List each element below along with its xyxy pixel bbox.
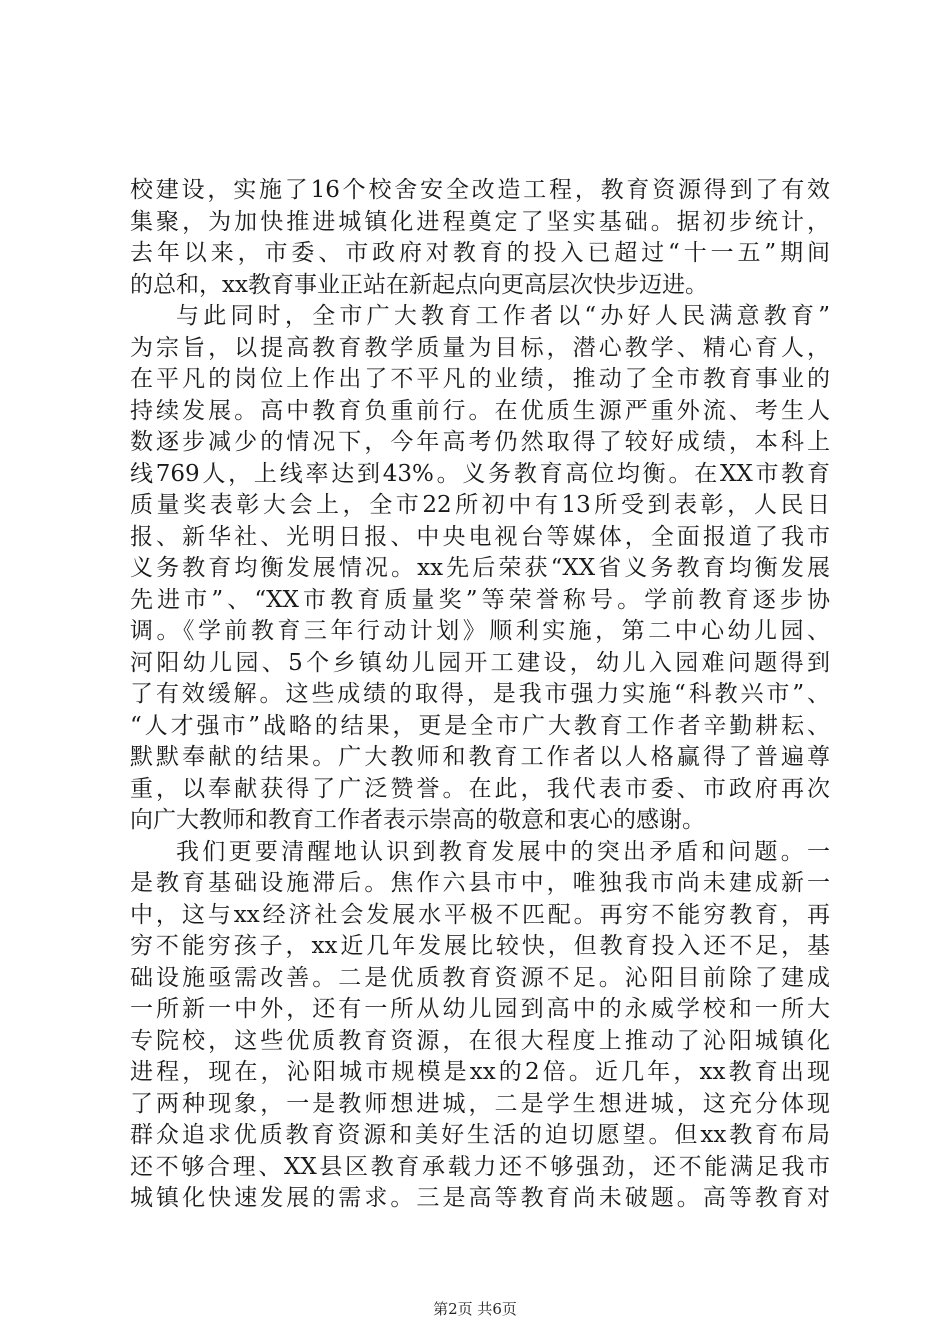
text-line: 去年以来，市委、市政府对教育的投入已超过“十一五”期间 xyxy=(130,240,830,266)
text-line: 报、新华社、光明日报、中央电视台等媒体，全面报道了我市 xyxy=(130,523,830,550)
text-line: 了两种现象，一是教师想进城，二是学生想进城，这充分体现 xyxy=(130,1090,830,1117)
text-line: 了有效缓解。这些成绩的取得，是我市强力实施“科教兴市”、 xyxy=(130,681,830,707)
text-line: 我们更要清醒地认识到教育发展中的突出矛盾和问题。一 xyxy=(176,838,830,865)
text-line: 校建设，实施了16个校舍安全改造工程，教育资源得到了有效 xyxy=(130,177,830,203)
text-line: 线769人，上线率达到43%。义务教育高位均衡。在XX市教育 xyxy=(130,460,830,487)
text-line: 在平凡的岗位上作出了不平凡的业绩，推动了全市教育事业的 xyxy=(130,366,830,392)
text-line: 还不够合理、XX县区教育承载力还不够强劲，还不能满足我市 xyxy=(130,1153,830,1180)
text-line: 穷不能穷孩子，xx近几年发展比较快，但教育投入还不足，基 xyxy=(130,933,830,959)
text-line: 一所新一中外，还有一所从幼儿园到高中的永威学校和一所大 xyxy=(130,996,830,1022)
text-line: 义务教育均衡发展情况。xx先后荣获“XX省义务教育均衡发展 xyxy=(130,555,830,581)
text-line: 重，以奉献获得了广泛赞誉。在此，我代表市委、市政府再次 xyxy=(130,775,830,802)
text-line: 专院校，这些优质教育资源，在很大程度上推动了沁阳城镇化 xyxy=(130,1027,830,1054)
text-line: 群众追求优质教育资源和美好生活的迫切愿望。但xx教育布局 xyxy=(130,1122,830,1148)
text-line: 集聚，为加快推进城镇化进程奠定了坚实基础。据初步统计， xyxy=(130,208,830,235)
text-line: 中，这与xx经济社会发展水平极不匹配。再穷不能穷教育，再 xyxy=(130,901,830,928)
text-line: 数逐步减少的情况下，今年高考仍然取得了较好成绩，本科上 xyxy=(130,429,830,455)
text-line: “人才强市”战略的结果，更是全市广大教育工作者辛勤耕耘、 xyxy=(130,712,830,739)
page-footer: 第2页 共6页 xyxy=(433,1300,517,1318)
text-line: 默默奉献的结果。广大教师和教育工作者以人格赢得了普遍尊 xyxy=(130,744,830,770)
text-line: 持续发展。高中教育负重前行。在优质生源严重外流、考生人 xyxy=(130,397,830,424)
text-line: 础设施亟需改善。二是优质教育资源不足。沁阳目前除了建成 xyxy=(130,964,830,991)
text-line: 河阳幼儿园、5个乡镇幼儿园开工建设，幼儿入园难问题得到 xyxy=(130,649,830,676)
text-line: 向广大教师和教育工作者表示崇高的敬意和衷心的感谢。 xyxy=(130,807,705,833)
text-line: 是教育基础设施滞后。焦作六县市中，唯独我市尚未建成新一 xyxy=(130,870,830,896)
text-line: 进程，现在，沁阳城市规模是xx的2倍。近几年，xx教育出现 xyxy=(130,1059,830,1085)
text-line: 与此同时，全市广大教育工作者以“办好人民满意教育” xyxy=(176,303,830,329)
text-line: 调。《学前教育三年行动计划》顺利实施，第二中心幼儿园、 xyxy=(130,618,830,644)
text-line: 先进市”、“XX市教育质量奖”等荣誉称号。学前教育逐步协 xyxy=(130,586,830,613)
body-text xyxy=(130,175,830,1215)
text-line: 为宗旨，以提高教育教学质量为目标，潜心教学、精心育人， xyxy=(130,334,830,361)
text-line: 的总和，xx教育事业正站在新起点向更高层次快步迈进。 xyxy=(130,271,708,298)
text-line: 质量奖表彰大会上，全市22所初中有13所受到表彰，人民日 xyxy=(130,492,830,518)
text-line: 城镇化快速发展的需求。三是高等教育尚未破题。高等教育对 xyxy=(130,1185,830,1211)
